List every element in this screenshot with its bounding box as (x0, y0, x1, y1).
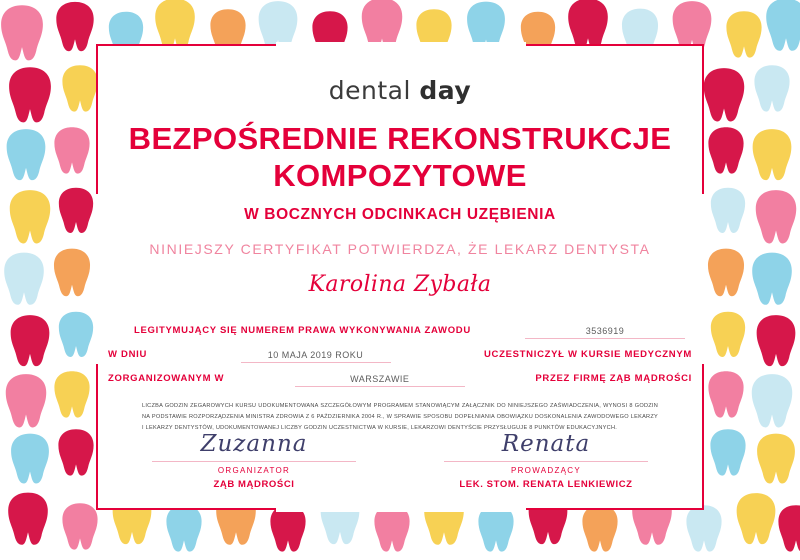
signatures-area (108, 427, 692, 490)
signature-block-instructor (430, 427, 662, 490)
signature-mark-instructor: Renata (501, 431, 591, 457)
brand-word-day: day (419, 76, 472, 105)
license-value-field (525, 321, 685, 339)
signature-mark-organizer: Zuzanna (200, 431, 308, 457)
frame-gap-right (700, 194, 706, 364)
frame-gap-bottom (276, 506, 526, 512)
certificate-fields (108, 315, 692, 387)
date-label: W DNIU (108, 349, 148, 361)
city-value-field (295, 369, 465, 387)
field-row-date (108, 339, 692, 363)
signature-line-instructor (444, 461, 648, 462)
company-label: PRZEZ FIRMĘ ZĄB MĄDROŚCI (535, 373, 692, 385)
signature-name-organizer: ZĄB MĄDROŚCI (213, 479, 295, 490)
certificate-title-line1: BEZPOŚREDNIE REKONSTRUKCJE (128, 121, 672, 156)
signature-role-organizer: ORGANIZATOR (217, 466, 291, 475)
participation-label: UCZESTNICZYŁ W KURSIE MEDYCZNYM (483, 349, 692, 361)
certificate-subtitle: W BOCZNYCH ODCINKACH UZĘBIENIA (244, 206, 556, 224)
brand-logo (108, 76, 692, 105)
brand-word-dental: dental (328, 76, 411, 105)
frame-gap-top (276, 42, 526, 48)
date-value: 10 MAJA 2019 ROKU (267, 350, 364, 361)
signature-role-instructor: PROWADZĄCY (510, 466, 582, 475)
field-row-license (108, 315, 692, 339)
date-value-field (241, 345, 391, 363)
recipient-name: Karolina Zybała (308, 272, 492, 298)
license-value: 3536919 (585, 326, 625, 337)
license-label: LEGITYMUJĄCY SIĘ NUMEREM PRAWA WYKONYWANIA ZAWODU (134, 325, 471, 337)
legal-paragraph: LICZBA GODZIN ZEGAROWYCH KURSU UDOKUMENTOWANA SZCZEGÓŁOWYM PROGRAMEM STANOWIĄCYM ZAŁĄCZNIK DO NINIEJSZEGO ZAŚWIADCZENIA, WYNOSI 8 GODZIN NA PODSTAWIE ROZPORZĄDZENIA MINISTRA ZDROWIA Z 6 PAŹDZIERNIKA 2004 R., W SPRAWIE SPOSOBU DOPEŁNIANIA OBOWIĄZKU DOSKONALENIA ZAWODOWEGO LEKARZY I LEKARZY DENTYSTÓW, UDOKUMENTOWANEJ LICZBY GODZIN UCZESTNICTWA W KURSIE, LEKARZOWI DENTYŚCIE PRZYSŁUGUJE 8 PUNKTÓW EDUKACYJNYCH. (142, 403, 658, 431)
certificate-title (108, 121, 692, 194)
organized-label: ZORGANIZOWANYM W (108, 373, 225, 385)
city-value: WARSZAWIE (350, 374, 410, 385)
certificate-title-line2: KOMPOZYTOWE (273, 157, 527, 193)
certificate-lead-text: NINIEJSZY CERTYFIKAT POTWIERDZA, ŻE LEKARZ DENTYSTA (149, 241, 651, 258)
field-row-location (108, 363, 692, 387)
certificate-content (108, 56, 692, 498)
signature-name-instructor: LEK. STOM. RENATA LENKIEWICZ (459, 479, 633, 490)
signature-line-organizer (152, 461, 356, 462)
signature-block-organizer (138, 427, 370, 490)
frame-gap-left (94, 194, 100, 364)
